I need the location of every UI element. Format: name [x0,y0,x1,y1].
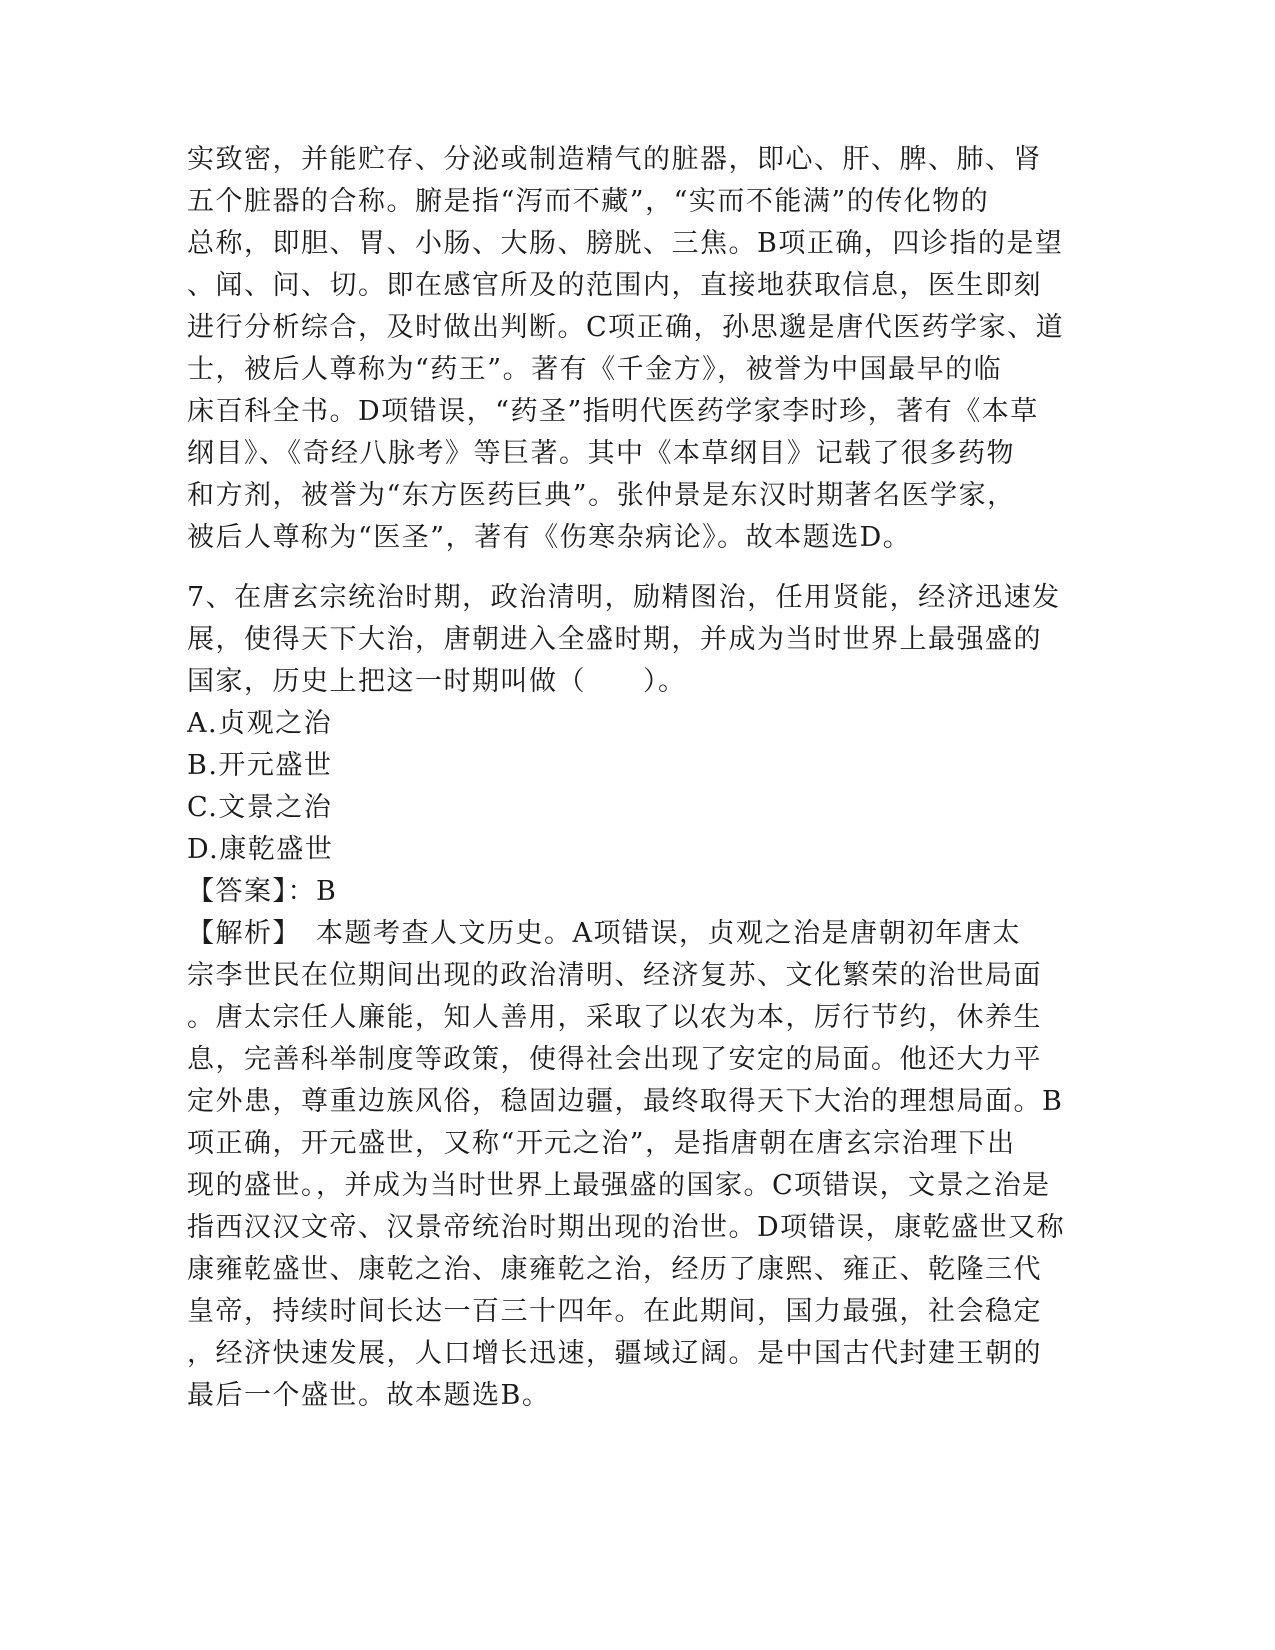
option-a: A.贞观之治 [187,708,333,739]
answer-line: 【答案】：B [187,876,338,907]
explanation-6-line: 实致密，并能贮存、分泌或制造精气的脏器，即心、肝、脾、肺、肾 [187,144,1042,175]
explanation-7-line: ，经济快速发展，人口增长迅速，疆域辽阔。是中国古代封建王朝的 [187,1338,1042,1369]
explanation-6-line: 和方剂，被誉为“东方医药巨典”。张仲景是东汉时期著名医学家， [187,480,1016,511]
explanation-6-line: 五个脏器的合称。腑是指“泻而不藏”，“实而不能满”的传化物的 [187,186,990,217]
explanation-7-line: 息，完善科举制度等政策，使得社会出现了安定的局面。他还大力平 [187,1044,1042,1075]
explanation-7-line: 最后一个盛世。故本题选B。 [187,1380,551,1411]
explanation-7-line: 现的盛世。，并成为当时世界上最强盛的国家。C项错误，文景之治是 [187,1170,1051,1201]
explanation-7-line: 康雍乾盛世、康乾之治、康雍乾之治，经历了康熙、雍正、乾隆三代 [187,1254,1042,1285]
question-7-stem-line: 展，使得天下大治，唐朝进入全盛时期，并成为当时世界上最强盛的 [187,624,1042,655]
explanation-7-line: 。唐太宗任人廉能，知人善用，采取了以农为本，厉行节约，休养生 [187,1002,1042,1033]
option-c: C.文景之治 [187,792,333,823]
option-b: B.开元盛世 [187,750,333,781]
explanation-7-line: 【解析】 本题考查人文历史。A项错误，贞观之治是唐朝初年唐太 [187,918,1021,949]
explanation-7-line: 皇帝，持续时间长达一百三十四年。在此期间，国力最强，社会稳定 [187,1296,1042,1327]
explanation-6-line: 床百科全书。D项错误，“药圣”指明代医药学家李时珍，著有《本草 [187,396,1039,427]
explanation-6-line: 、闻、问、切。即在感官所及的范围内，直接地获取信息，医生即刻 [187,270,1042,301]
option-d: D.康乾盛世 [187,834,334,865]
explanation-6-line: 纲目》、《奇经八脉考》等巨著。其中《本草纲目》记载了很多药物 [187,438,1015,469]
explanation-6-line: 总称，即胆、胃、小肠、大肠、膀胱、三焦。B项正确，四诊指的是望 [187,228,1064,259]
question-7-stem-line: 7、在唐玄宗统治时期，政治清明，励精图治，任用贤能，经济迅速发 [187,582,1061,613]
explanation-6-line: 士，被后人尊称为“药王”。著有《千金方》，被誉为中国最早的临 [187,354,1003,385]
question-7-stem-line: 国家，历史上把这一时期叫做（ ）。 [187,666,687,697]
explanation-7-line: 指西汉汉文帝、汉景帝统治时期出现的治世。D项错误，康乾盛世又称 [187,1212,1066,1243]
explanation-7-line: 宗李世民在位期间出现的政治清明、经济复苏、文化繁荣的治世局面 [187,960,1042,991]
explanation-7-line: 项正确，开元盛世，又称“开元之治”，是指唐朝在唐玄宗治理下出 [187,1128,1016,1159]
explanation-6-line: 被后人尊称为“医圣”，著有《伤寒杂病论》。故本题选D。 [187,522,912,553]
explanation-6-line: 进行分析综合，及时做出判断。C项正确，孙思邈是唐代医药学家、道 [187,312,1065,343]
explanation-7-line: 定外患，尊重边族风俗，稳固边疆，最终取得天下大治的理想局面。B [187,1086,1064,1117]
